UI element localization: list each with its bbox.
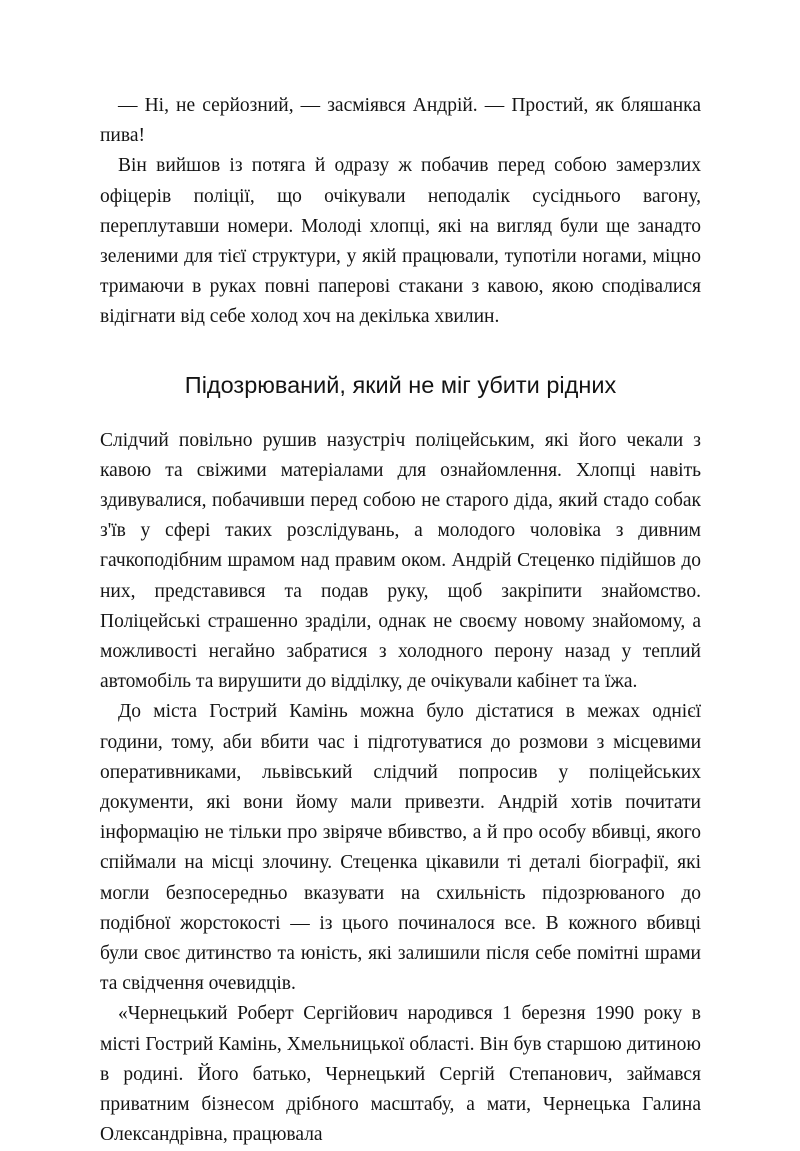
train-arrival-paragraph: Він вийшов із потяга й одразу ж побачив перед собою замерзлих офіцерів поліції, що очікували неподалік сусіднього вагону, переплутавши номери. Молоді хлопці, які на вигляд були ще занадто зеленими для тієї структури, у якій працювали, тупотіли ногами, міцно тримаючи в руках повні паперові стакани з кавою, якою сподівалися відігнати від себе холод хоч на декілька хвилин. xyxy=(100,155,701,328)
suspect-biography-paragraph: «Чернецький Роберт Сергійович народився 1 березня 1990 року в місті Гострий Камінь, Хмельницької області. Він був старшою дитиною в родині. Його батько, Чернецький Сергій Степанович, займався приватним бізнесом дрібного масштабу, а мати, Чернецька Галина Олександрівна, працювала xyxy=(100,1003,701,1146)
investigator-meeting-paragraph: Слідчий повільно рушив назустріч поліцейським, які його чекали з кавою та свіжими матеріалами для ознайомлення. Хлопці навіть здивувалися, побачивши перед собою не старого діда, який стадо собак з'їв у сфері таких розслідувань, а молодого чоловіка з дивним гачкоподібним шрамом над правим оком. Андрій Стеценко підійшов до них, представився та подав руку, щоб закріпити знайомство. Поліцейські страшенно зраділи, однак не своєму новому знайомому, а можливості негайно забратися з холодного перону назад у теплий автомобіль та вирушити до відділку, де очікували кабінет та їжа. xyxy=(100,429,701,693)
book-page xyxy=(100,91,701,1151)
dialogue-paragraph: — Ні, не серйозний, — засміявся Андрій. — Простий, як бляшанка пива! xyxy=(100,95,701,147)
section-heading: Підозрюваний, який не міг убити рідних xyxy=(184,371,617,398)
documents-request-paragraph: До міста Гострий Камінь можна було дістатися в межах однієї години, тому, аби вбити час і підготуватися до розмови з місцевими оперативниками, львівський слідчий попросив у поліцейських документи, які вони йому мали привезти. Андрій хотів почитати інформацію не тільки про звіряче вбивство, а й про особу вбивці, якого спіймали на місці злочину. Стеценка цікавили ті деталі біографії, які могли безпосередньо вказувати на схильність підозрюваного до подібної жорстокості — із цього починалося все. В кожного вбивці були своє дитинство та юність, які залишили після себе помітні шрами та свідчення очевидців. xyxy=(100,701,701,995)
